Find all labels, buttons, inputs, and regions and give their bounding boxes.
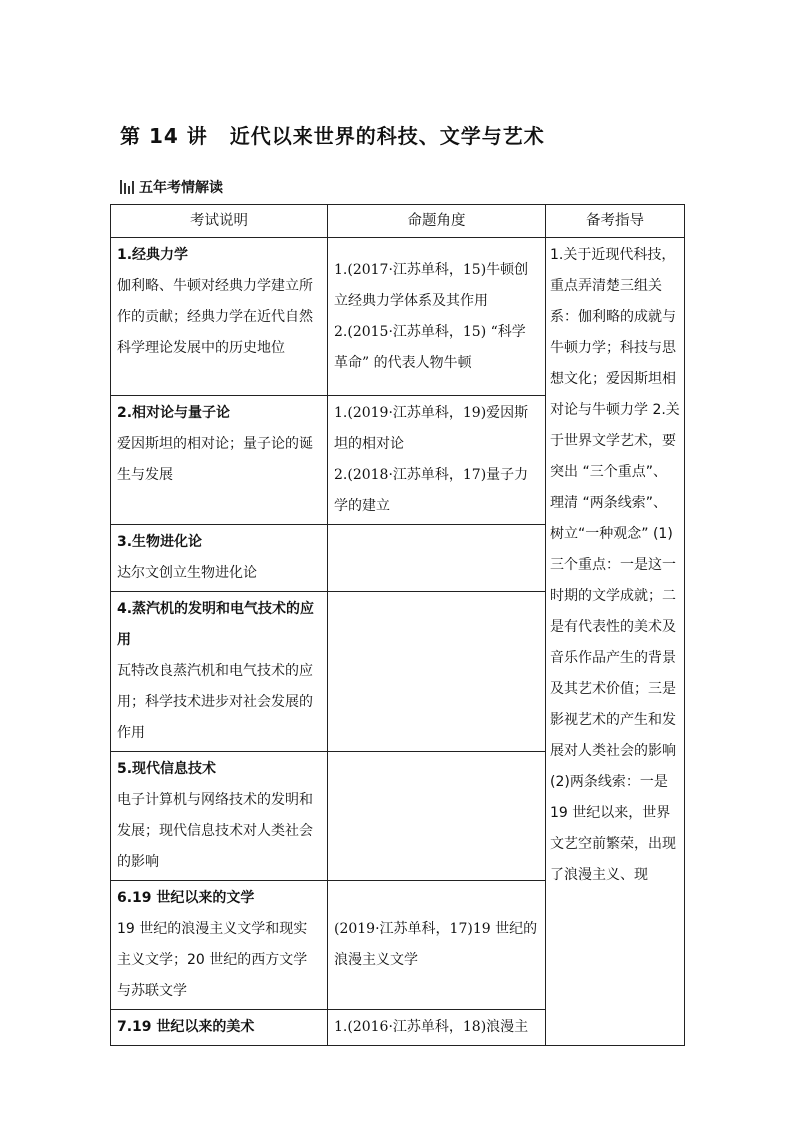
row-body: 19 世纪的浪漫主义文学和现实主义文学；20 世纪的西方文学与苏联文学 xyxy=(117,921,308,999)
row-body: 瓦特改良蒸汽机和电气技术的应用；科学技术进步对社会发展的作用 xyxy=(117,663,313,741)
angle-cell xyxy=(328,752,546,881)
row-body: 电子计算机与网络技术的发明和发展；现代信息技术对人类社会的影响 xyxy=(117,792,313,870)
angle-cell xyxy=(328,1010,546,1046)
angle-item: 1.(2019·江苏单科，19)爱因斯坦的相对论 xyxy=(334,405,529,452)
guide-cell: 1.关于近现代科技，重点弄清楚三组关系：伽利略的成就与牛顿力学；科技与思想文化；爱因斯坦相对论与牛顿力学 2.关于世界文学艺术，要突出 “三个重点”、理清 “两条线索”、树立“一种观念” (1)三个重点：一是这一时期的文学成就；二是有代表性的美术及音乐作品产生的背景及其艺术价值；三是影视艺术的产生和发展对人类社会的影响 (2)两条线索：一是 19 世纪以来，世界文艺空前繁荣，出现了浪漫主义、现 xyxy=(546,238,685,1046)
header-study-guide: 备考指导 xyxy=(546,205,685,238)
angle-cell xyxy=(328,238,546,396)
row-body: 达尔文创立生物进化论 xyxy=(117,565,257,581)
angle-cell xyxy=(328,525,546,592)
header-exam-description: 考试说明 xyxy=(111,205,328,238)
section-label: 五年考情解读 xyxy=(139,180,223,196)
row-heading: 5.现代信息技术 xyxy=(117,761,217,777)
lecture-topic: 近代以来世界的科技、文学与艺术 xyxy=(229,124,545,148)
angle-item: (2019·江苏单科，17)19 世纪的浪漫主义文学 xyxy=(334,921,538,968)
angle-item: 1.(2017·江苏单科，15)牛顿创立经典力学体系及其作用 xyxy=(334,261,529,309)
row-heading: 2.相对论与量子论 xyxy=(117,405,231,421)
row-body: 伽利略、牛顿对经典力学建立所作的贡献；经典力学在近代自然科学理论发展中的历史地位 xyxy=(117,278,313,356)
angle-cell xyxy=(328,396,546,525)
exam-cell xyxy=(111,238,328,396)
exam-cell xyxy=(111,525,328,592)
row-body: 爱因斯坦的相对论；量子论的诞生与发展 xyxy=(117,436,313,483)
exam-cell xyxy=(111,396,328,525)
angle-item: 1.(2016·江苏单科，18)浪漫主 xyxy=(334,1019,529,1035)
exam-cell xyxy=(111,881,328,1010)
section-bars-icon xyxy=(120,180,134,194)
angle-item: 2.(2015·江苏单科，15) “科学革命” 的代表人物牛顿 xyxy=(334,323,526,371)
row-heading: 1.经典力学 xyxy=(117,247,189,263)
exam-cell xyxy=(111,1010,328,1046)
table-row xyxy=(111,238,685,396)
angle-item: 2.(2018·江苏单科，17)量子力学的建立 xyxy=(334,467,529,514)
lecture-number: 第 14 讲 xyxy=(120,124,208,148)
angle-cell xyxy=(328,881,546,1010)
angle-cell xyxy=(328,592,546,752)
row-heading: 6.19 世纪以来的文学 xyxy=(117,890,255,906)
exam-cell xyxy=(111,752,328,881)
section-header xyxy=(120,177,223,197)
row-heading: 3.生物进化论 xyxy=(117,534,203,550)
exam-table xyxy=(110,204,685,1046)
exam-cell xyxy=(111,592,328,752)
page-title xyxy=(120,120,545,149)
header-question-angle: 命题角度 xyxy=(328,205,546,238)
table-header-row xyxy=(111,205,685,238)
row-heading: 7.19 世纪以来的美术 xyxy=(117,1019,255,1035)
row-heading: 4.蒸汽机的发明和电气技术的应用 xyxy=(117,601,315,648)
